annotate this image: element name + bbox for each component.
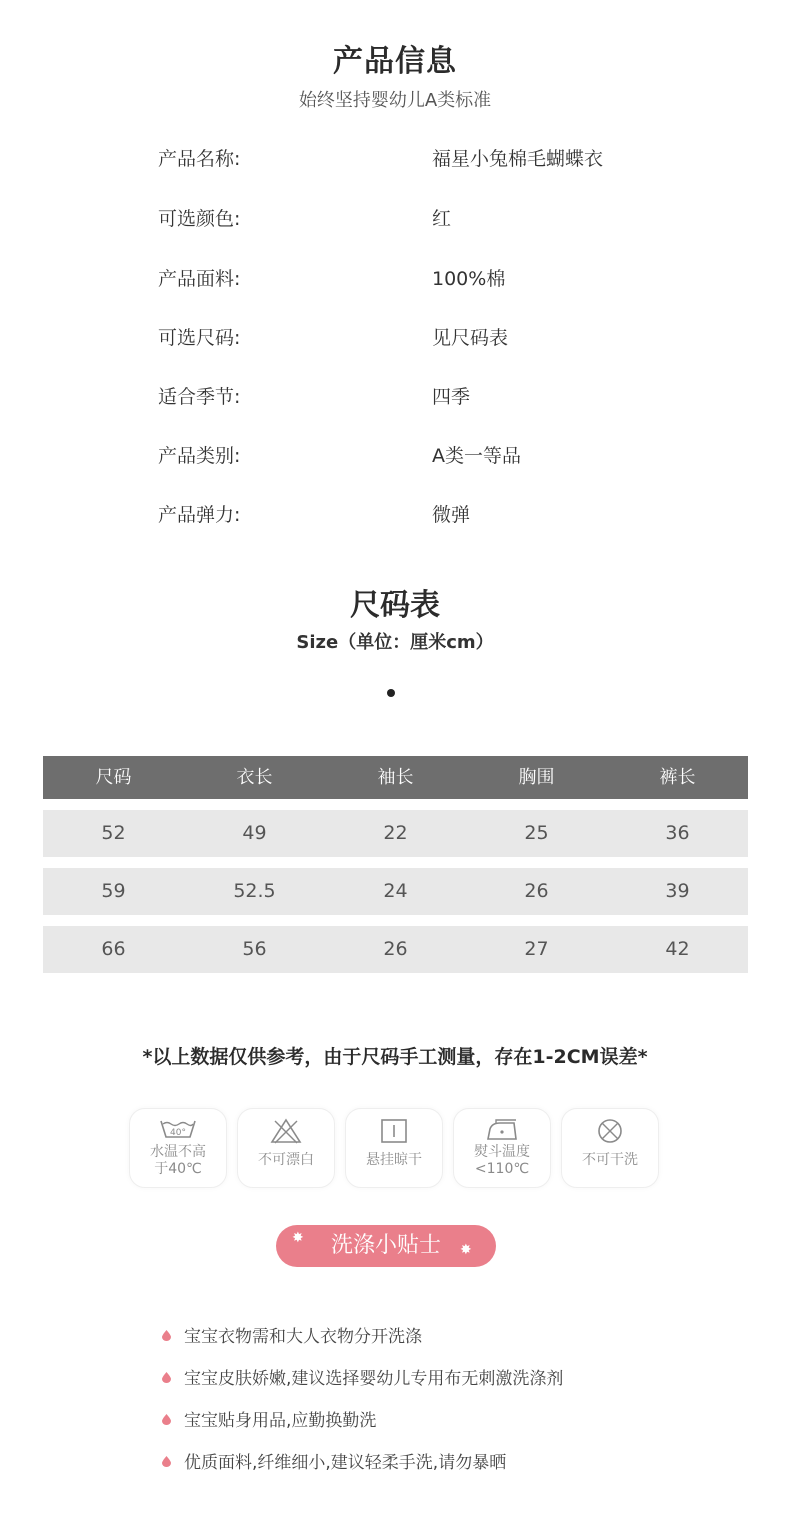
washing-tips-title: 洗涤小贴士 [330, 1233, 441, 1258]
tip-text: 宝宝衣物需和大人衣物分开洗涤 [184, 1327, 422, 1347]
drop-icon [162, 1372, 171, 1383]
care-card-iron [453, 1108, 551, 1188]
care-label: 悬挂晾干 [366, 1152, 422, 1168]
care-card-bleach [237, 1108, 335, 1188]
info-subtitle: 始终坚持婴幼儿A类标准 [298, 90, 492, 111]
wash-temp-symbol: 40° [170, 1128, 186, 1138]
info-label: 产品类别: [158, 445, 241, 467]
info-label: 适合季节: [158, 386, 241, 408]
info-row [158, 204, 678, 234]
care-label: <110℃ [474, 1161, 530, 1177]
table-cell: 59 [101, 880, 126, 902]
table-cell: 26 [524, 880, 549, 902]
info-row [158, 323, 678, 353]
table-cell: 49 [242, 822, 267, 844]
info-value: 见尺码表 [432, 327, 509, 349]
iron-icon [482, 1117, 522, 1143]
wash-40-icon [158, 1117, 198, 1143]
info-value: 100%棉 [432, 268, 506, 290]
care-label: 不可漂白 [258, 1152, 314, 1168]
table-cell: 52 [101, 822, 126, 844]
hang-dry-icon [374, 1117, 414, 1145]
table-row [43, 926, 748, 973]
info-label: 产品弹力: [158, 504, 241, 526]
info-row [158, 264, 678, 294]
info-value: 四季 [432, 386, 471, 408]
table-cell: 22 [383, 822, 408, 844]
care-label: 不可干洗 [582, 1152, 638, 1168]
info-row [158, 144, 678, 174]
size-chart-subtitle: Size（单位：厘米cm） [296, 632, 494, 653]
size-chart-title: 尺码表 [350, 588, 440, 623]
drop-icon [162, 1330, 171, 1341]
header-cell: 胸围 [518, 767, 555, 788]
info-value: A类一等品 [432, 445, 521, 467]
info-value: 福星小兔棉毛蝴蝶衣 [432, 148, 604, 170]
care-label: 水温不高 [150, 1144, 206, 1160]
table-row [43, 810, 748, 857]
info-value: 红 [432, 208, 452, 230]
no-bleach-icon [266, 1117, 306, 1145]
drop-icon [162, 1456, 171, 1467]
info-label: 产品面料: [158, 268, 241, 290]
star-icon: ✸ [460, 1242, 472, 1258]
care-card-dryclean [561, 1108, 659, 1188]
care-label: 熨斗温度 [474, 1144, 530, 1160]
table-cell: 42 [665, 938, 690, 960]
drop-icon [162, 1414, 171, 1425]
star-icon: ✸ [292, 1230, 304, 1246]
table-row [43, 868, 748, 915]
info-label: 产品名称: [158, 148, 241, 170]
table-cell: 39 [665, 880, 690, 902]
size-table-header [43, 756, 748, 799]
table-cell: 52.5 [233, 880, 276, 902]
table-cell: 26 [383, 938, 408, 960]
care-card-wash [129, 1108, 227, 1188]
info-row [158, 500, 678, 530]
info-label: 可选颜色: [158, 208, 241, 230]
header-cell: 袖长 [377, 767, 414, 788]
care-label: 于40℃ [154, 1161, 202, 1177]
info-title: 产品信息 [333, 44, 457, 79]
header-cell: 尺码 [95, 767, 132, 788]
table-cell: 36 [665, 822, 690, 844]
info-row [158, 382, 678, 412]
table-cell: 27 [524, 938, 549, 960]
measurement-note: *以上数据仅供参考，由于尺码手工测量，存在1-2CM误差* [142, 1046, 648, 1068]
tip-text: 宝宝贴身用品,应勤换勤洗 [184, 1411, 377, 1431]
info-value: 微弹 [432, 504, 471, 526]
info-label: 可选尺码: [158, 327, 241, 349]
table-cell: 56 [242, 938, 267, 960]
table-cell: 25 [524, 822, 549, 844]
table-cell: 24 [383, 880, 408, 902]
tip-text: 宝宝皮肤娇嫩,建议选择婴幼儿专用布无刺激洗涤剂 [184, 1369, 564, 1389]
table-cell: 66 [101, 938, 126, 960]
tip-text: 优质面料,纤维细小,建议轻柔手洗,请勿暴晒 [184, 1453, 507, 1473]
care-card-hang [345, 1108, 443, 1188]
washing-tips-badge [276, 1225, 496, 1267]
divider-dot [387, 689, 395, 697]
info-row [158, 441, 678, 471]
header-cell: 裤长 [659, 767, 696, 788]
no-dry-clean-icon [590, 1117, 630, 1145]
header-cell: 衣长 [236, 767, 273, 788]
